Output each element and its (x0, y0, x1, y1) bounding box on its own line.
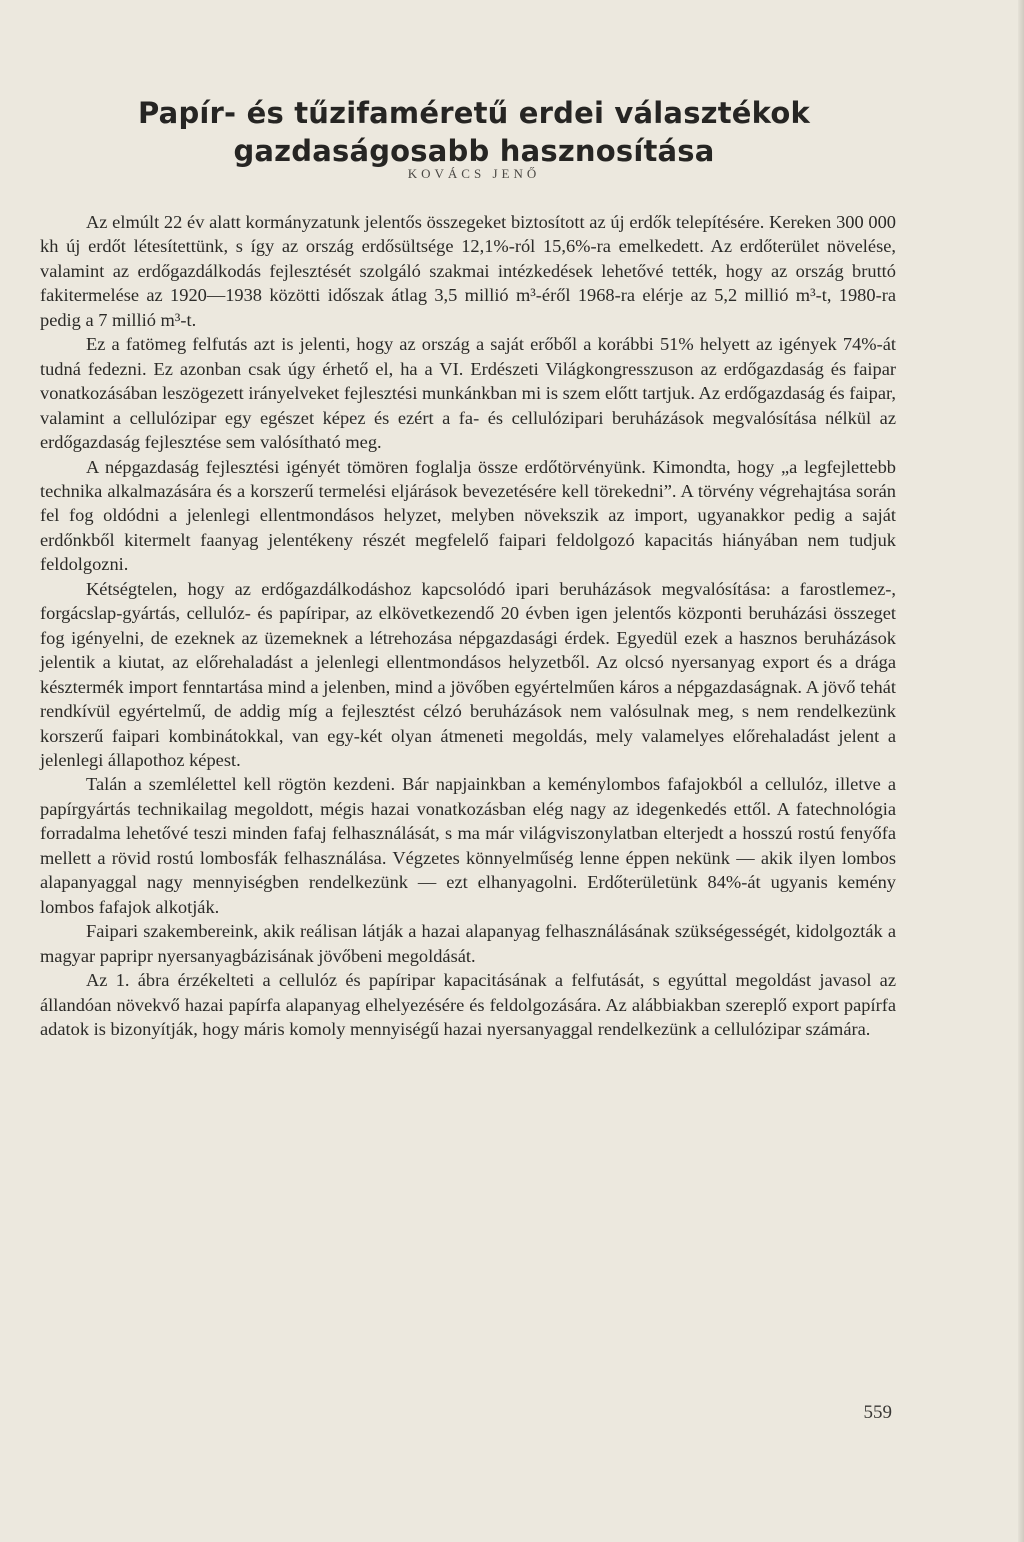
paragraph-1: Az elmúlt 22 év alatt kormányzatunk jelentős összegeket biztosított az új erdők telepítésére. Kereken 300 000 kh új erdőt létesítettünk, s így az ország erdősültsége 12,1%-ról 15,6%-ra emelkedett. Az erdőterület növelése, valamint az erdőgazdálkodás fejlesztését szolgáló szakmai intézkedések lehetővé tették, hogy az ország bruttó fakitermelése az 1920—1938 közötti időszak átlag 3,5 millió m³-éről 1968-ra elérje az 5,2 millió m³-t, 1980-ra pedig a 7 millió m³-t. (40, 212, 896, 330)
page-edge-shadow (1018, 0, 1024, 1542)
paragraph-3: A népgazdaság fejlesztési igényét tömören foglalja össze erdőtörvényünk. Kimondta, hogy „a legfejlettebb technika alkalmazására és a korszerű termelési eljárások bevezetésére kell törekedni”. A törvény végrehajtása során fel fog oldódni a jelenlegi ellentmondásos helyzet, melyben növekszik az import, ugyanakkor pedig a saját erdőnkből kitermelt faanyag jelentékeny részét megfelelő faipari feldolgozó kapacitás hiányában nem tudjuk feldolgozni. (40, 456, 896, 575)
paragraph-2: Ez a fatömeg felfutás azt is jelenti, hogy az ország a saját erőből a korábbi 51% helyett az igények 74%-át tudná fedezni. Ez azonban csak úgy érhető el, ha a VI. Erdészeti Világkongresszuson az erdőgazdaság és faipar vonatkozásában leszögezett irányelveket fejlesztési munkánkban mi is szem előtt tartjuk. Az erdőgazdaság és faipar, valamint a cellulózipar egy egészet képez és ezért a fa- és cellulózipari beruházások megvalósítása nélkül az erdőgazdaság fejlesztése sem valósítható meg. (40, 334, 896, 453)
paragraph-6: Faipari szakembereink, akik reálisan látják a hazai alapanyag felhasználásának szükségességét, kidolgozták a magyar papripr nyersanyagbázisának jövőbeni megoldását. (40, 921, 896, 966)
article-author: KOVÁCS JENŐ (407, 166, 541, 181)
paragraph-5: Talán a szemlélettel kell rögtön kezdeni. Bár napjainkban a keménylombos fafajokból a cellulóz, illetve a papírgyártás technikailag megoldott, mégis hazai vonatkozásban elég nagy az idegenkedés ettől. A fatechnológia forradalma lehetővé teszi minden fafaj felhasználását, s ma már világviszonylatban elterjedt a hosszú rostú fenyőfa mellett a rövid rostú lombosfák felhasználása. Végzetes könnyelműség lenne éppen nekünk — akik ilyen lombos alapanyaggal nagy mennyiségben rendelkezünk — ezt elhanyagolni. Erdőterületünk 84%-át ugyanis kemény lombos fafajok alkotják. (40, 774, 896, 917)
paragraph-7: Az 1. ábra érzékelteti a cellulóz és papíripar kapacitásának a felfutását, s egyúttal megoldást javasol az állandóan növekvő hazai papírfa alapanyag elhelyezésére és feldolgozására. Az alábbiakban szereplő export papírfa adatok is bizonyítják, hogy máris komoly mennyiségű hazai nyersanyaggal rendelkezünk a cellulózipar számára. (40, 970, 896, 1039)
page-number: 559 (863, 1402, 892, 1423)
article-body (40, 210, 896, 1041)
article-title: Papír- és tűzifaméretű erdei választékok gazdaságosabb hasznosítása (138, 96, 810, 168)
paragraph-4: Kétségtelen, hogy az erdőgazdálkodáshoz kapcsolódó ipari beruházások megvalósítása: a farostlemez-, forgácslap-gyártás, cellulóz- és papíripar, az elkövetkezendő 20 évben igen jelentős központi beruházási összeget fog igényelni, de ezeknek az üzemeknek a létrehozása népgazdasági érdek. Egyedül ezek a hasznos beruházások jelentik a kiutat, az előrehaladást a jelenlegi ellentmondásos helyzetből. Az olcsó nyersanyag export és a drága késztermék import fenntartása mind a jelenben, mind a jövőben egyértelműen káros a népgazdaságnak. A jövő tehát rendkívül egyértelmű, de addig míg a fejlesztést célzó beruházások nem valósulnak meg, s nem rendelkezünk korszerű faipari kombinátokkal, van egy-két olyan átmeneti megoldás, mely valamelyes előrehaladást jelent a jelenlegi állapothoz képest. (40, 578, 896, 770)
